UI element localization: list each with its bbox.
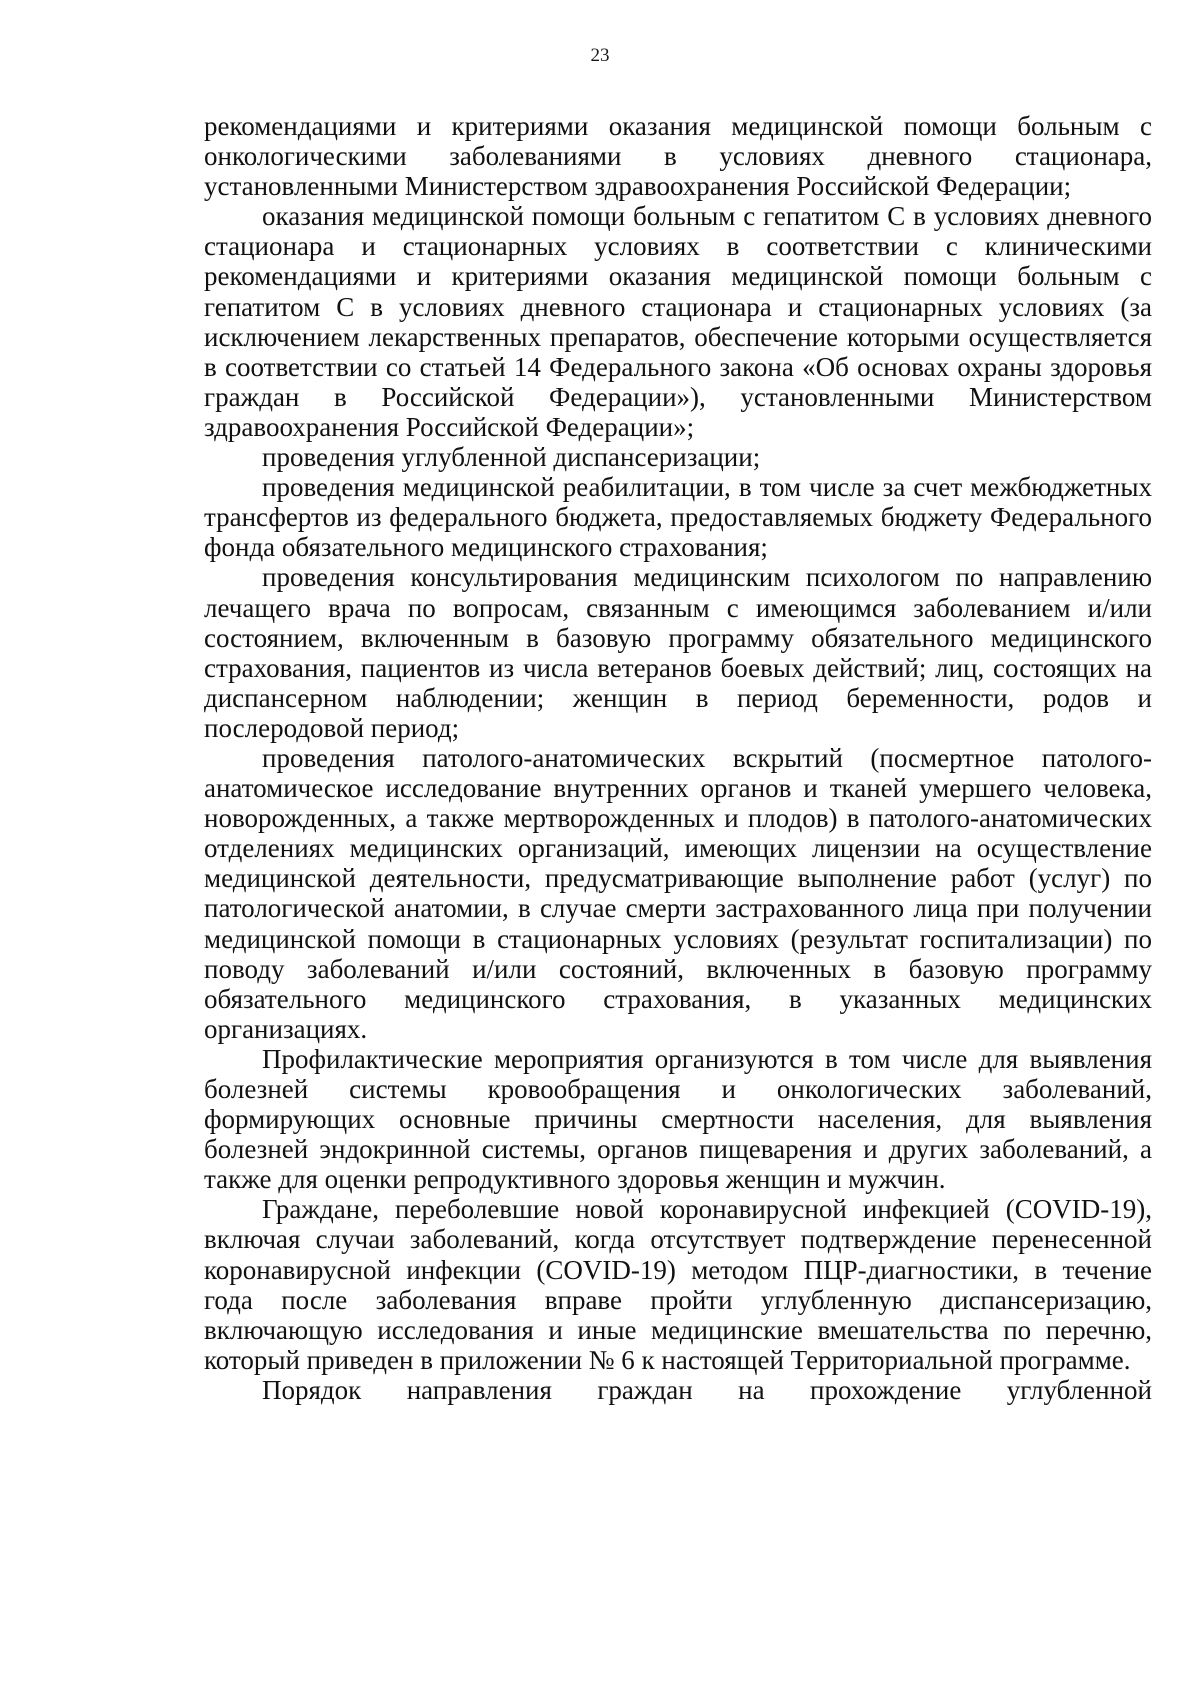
paragraph-hepatitis-c: оказания медицинской помощи больным с гепатитом С в условиях дневного стационара и стационарных условиях в соответствии с клиническими рекомендациями и критериями оказания медицинской помощи больным с гепатитом С в условиях дневного стационара и стационарных условиях (за исключением лекарственных препаратов, обеспечение которыми осуществляется в соответствии со статьей 14 Федерального закона «Об основах охраны здоровья граждан в Российской Федерации»), установленными Министерством здравоохранения Российской Федерации»; [204, 201, 1152, 442]
paragraph-autopsy: проведения патолого-анатомических вскрытий (посмертное патолого-анатомическое исследование внутренних органов и тканей умершего человека, новорожденных, а также мертворожденных и плодов) в патолого-анатомических отделениях медицинских организаций, имеющих лицензии на осуществление медицинской деятельности, предусматривающие выполнение работ (услуг) по патологической анатомии, в случае смерти застрахованного лица при получении медицинской помощи в стационарных условиях (результат госпитализации) по поводу заболеваний и/или состояний, включенных в базовую программу обязательного медицинского страхования, в указанных медицинских организациях. [204, 742, 1152, 1044]
paragraph-dispanserization: проведения углубленной диспансеризации; [262, 442, 761, 473]
paragraph-psychologist: проведения консультирования медицинским психологом по направлению лечащего врача по вопросам, связанным с имеющимся заболеванием и/или состоянием, включенным в базовую программу обязательного медицинского страхования, пациентов из числа ветеранов боевых действий; лиц, состоящих на диспансерном наблюдении; женщин в период беременности, родов и послеродовой период; [204, 562, 1152, 743]
paragraph-referral-order: Порядок направления граждан на прохождение углубленной [262, 1374, 1152, 1405]
paragraph-continuation: рекомендациями и критериями оказания медицинской помощи больным с онкологическими заболеваниями в условиях дневного стационара, установленными Министерством здравоохранения Российской Федерации; [204, 111, 1152, 202]
document-body [204, 111, 1152, 1405]
paragraph-preventive-measures: Профилактические мероприятия организуются в том числе для выявления болезней системы кровообращения и онкологических заболеваний, формирующих основные причины смертности населения, для выявления болезней эндокринной системы, органов пищеварения и других заболеваний, а также для оценки репродуктивного здоровья женщин и мужчин. [204, 1043, 1152, 1195]
paragraph-covid: Граждане, переболевшие новой коронавирусной инфекцией (COVID-19), включая случаи заболеваний, когда отсутствует подтверждение перенесенной коронавирусной инфекции (COVID-19) методом ПЦР-диагностики, в течение года после заболевания вправе пройти углубленную диспансеризацию, включающую исследования и иные медицинские вмешательства по перечню, который приведен в приложении № 6 к настоящей Территориальной программе. [204, 1194, 1152, 1375]
paragraph-rehabilitation: проведения медицинской реабилитации, в том числе за счет межбюджетных трансфертов из федерального бюджета, предоставляемых бюджету Федерального фонда обязательного медицинского страхования; [204, 472, 1152, 563]
page-number: 23 [590, 45, 610, 66]
